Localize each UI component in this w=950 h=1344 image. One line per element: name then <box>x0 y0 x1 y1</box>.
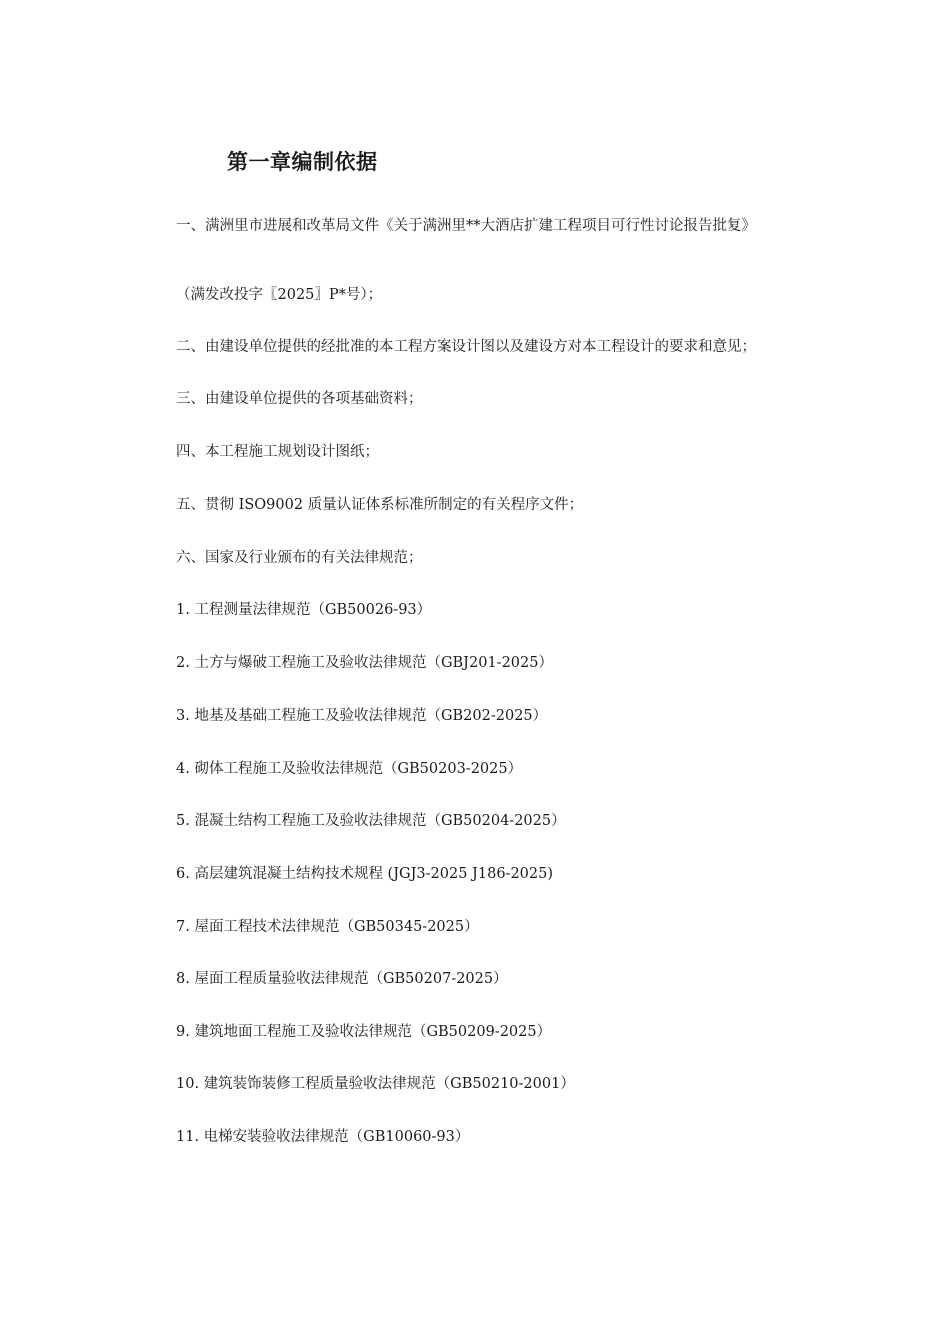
basis-item-6: 六、国家及行业颁布的有关法律规范； <box>176 550 423 566</box>
standard-item-2: 2. 土方与爆破工程施工及验收法律规范（GBJ201-2025） <box>176 655 553 671</box>
chapter-title: 第一章编制依据 <box>227 150 378 174</box>
standard-item-11: 11. 电梯安装验收法律规范（GB10060-93） <box>176 1129 470 1145</box>
standard-item-4: 4. 砌体工程施工及验收法律规范（GB50203-2025） <box>176 761 523 777</box>
basis-item-2: 二、由建设单位提供的经批准的本工程方案设计图以及建设方对本工程设计的要求和意见； <box>176 339 756 355</box>
basis-item-1-continuation: （满发改投字〖2025〗P*号）； <box>176 287 383 303</box>
standard-item-6: 6. 高层建筑混凝土结构技术规程 (JGJ3-2025 J186-2025) <box>176 866 553 882</box>
basis-item-5: 五、贯彻 ISO9002 质量认证体系标准所制定的有关程序文件； <box>176 497 584 513</box>
standard-item-7: 7. 屋面工程技术法律规范（GB50345-2025） <box>176 919 479 935</box>
basis-item-1: 一、满洲里市进展和改革局文件《关于满洲里**大酒店扩建工程项目可行性讨论报告批复》 <box>176 218 756 234</box>
standard-item-5: 5. 混凝土结构工程施工及验收法律规范（GB50204-2025） <box>176 813 566 829</box>
basis-item-3: 三、由建设单位提供的各项基础资料； <box>176 391 423 407</box>
standard-item-9: 9. 建筑地面工程施工及验收法律规范（GB50209-2025） <box>176 1024 552 1040</box>
basis-item-4: 四、本工程施工规划设计图纸； <box>176 444 379 460</box>
standard-item-10: 10. 建筑装饰装修工程质量验收法律规范（GB50210-2001） <box>176 1076 575 1092</box>
standard-item-3: 3. 地基及基础工程施工及验收法律规范（GB202-2025） <box>176 708 548 724</box>
standard-item-8: 8. 屋面工程质量验收法律规范（GB50207-2025） <box>176 971 508 987</box>
standard-item-1: 1. 工程测量法律规范（GB50026-93） <box>176 602 432 618</box>
